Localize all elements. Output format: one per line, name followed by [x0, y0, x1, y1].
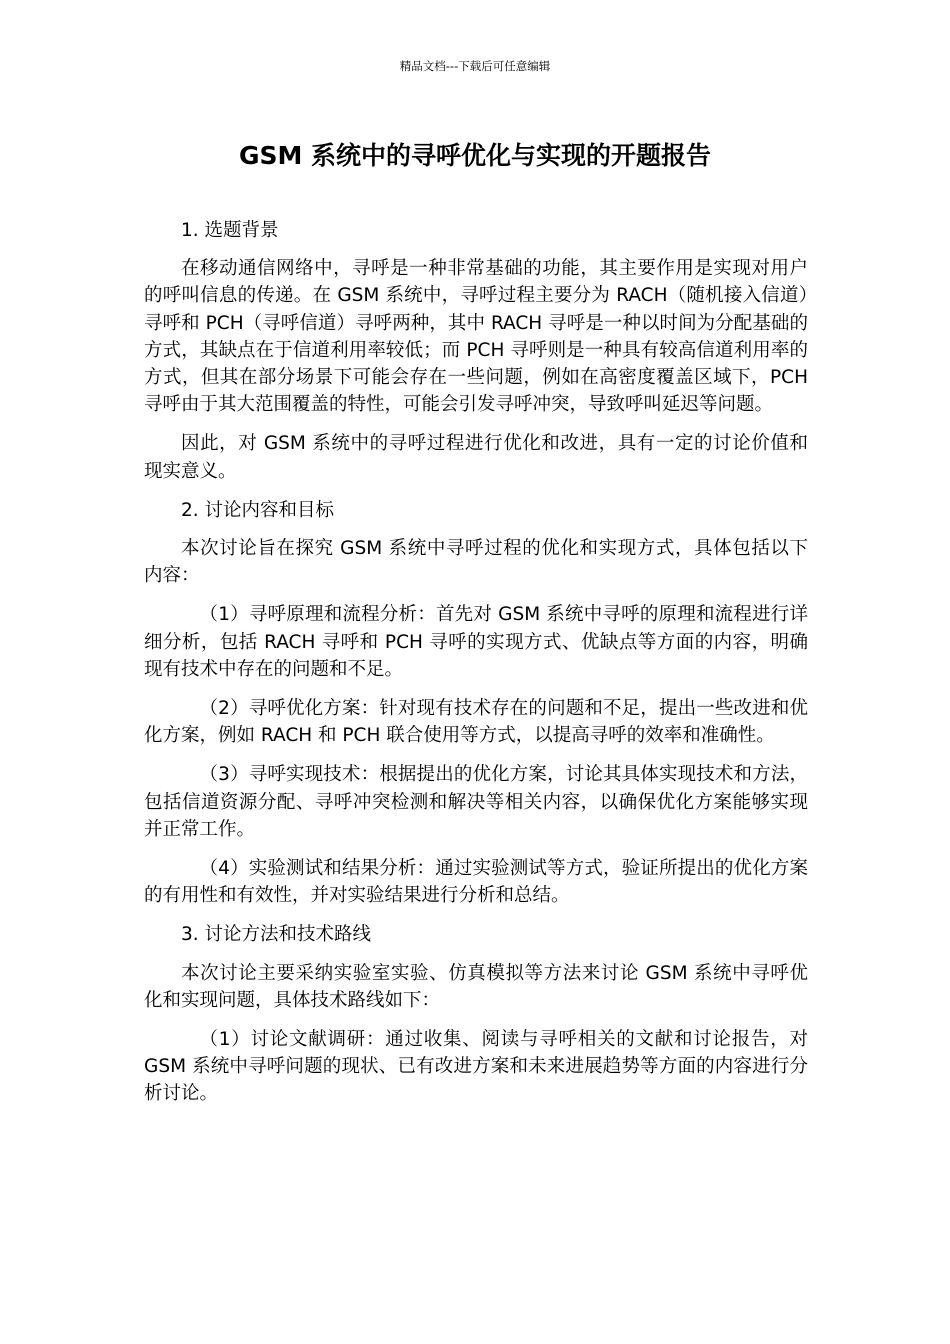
- list-item: （1）讨论文献调研：通过收集、阅读与寻呼相关的文献和讨论报告，对 GSM 系统中寻呼问题的现状、已有改进方案和未来进展趋势等方面的内容进行分析讨论。: [144, 1029, 808, 1105]
- list-item: （1）寻呼原理和流程分析：首先对 GSM 系统中寻呼的原理和流程进行详细分析，包括 RACH 寻呼和 PCH 寻呼的实现方式、优缺点等方面的内容，明确现有技术中存在的问题和不足。: [144, 604, 808, 680]
- document-body: [144, 217, 808, 1120]
- section-heading-2: 2. 讨论内容和目标: [181, 499, 335, 521]
- paragraph: 本次讨论旨在探究 GSM 系统中寻呼过程的优化和实现方式，具体包括以下内容：: [144, 538, 808, 587]
- header-note: 精品文档---下载后可任意编辑: [399, 59, 551, 73]
- paragraph: 因此，对 GSM 系统中的寻呼过程进行优化和改进，具有一定的讨论价值和现实意义。: [144, 433, 808, 482]
- section-heading-1: 1. 选题背景: [181, 220, 279, 241]
- paragraph: 本次讨论主要采纳实验室实验、仿真模拟等方法来讨论 GSM 系统中寻呼优化和实现问题，具体技术路线如下：: [144, 962, 808, 1011]
- list-item: （3）寻呼实现技术：根据提出的优化方案，讨论其具体实现技术和方法，包括信道资源分配、寻呼冲突检测和解决等相关内容，以确保优化方案能够实现并正常工作。: [144, 764, 808, 840]
- document-title: GSM 系统中的寻呼优化与实现的开题报告: [238, 141, 712, 170]
- list-item: （2）寻呼优化方案：针对现有技术存在的问题和不足，提出一些改进和优化方案，例如 RACH 和 PCH 联合使用等方式，以提高寻呼的效率和准确性。: [144, 698, 808, 747]
- section-heading-3: 3. 讨论方法和技术路线: [181, 924, 372, 946]
- paragraph: 在移动通信网络中，寻呼是一种非常基础的功能，其主要作用是实现对用户的呼叫信息的传递。在 GSM 系统中，寻呼过程主要分为 RACH（随机接入信道）寻呼和 PCH（寻呼信道）寻呼两种，其中 RACH 寻呼是一种以时间为分配基础的方式，其缺点在于信道利用率较低；而 PCH 寻呼则是一种具有较高信道利用率的方式，但其在部分场景下可能会存在一些问题，例如在高密度覆盖区域下，PCH 寻呼由于其大范围覆盖的特性，可能会引发寻呼冲突，导致呼叫延迟等问题。: [144, 258, 808, 416]
- list-item: （4）实验测试和结果分析：通过实验测试等方式，验证所提出的优化方案的有用性和有效性，并对实验结果进行分析和总结。: [144, 858, 808, 907]
